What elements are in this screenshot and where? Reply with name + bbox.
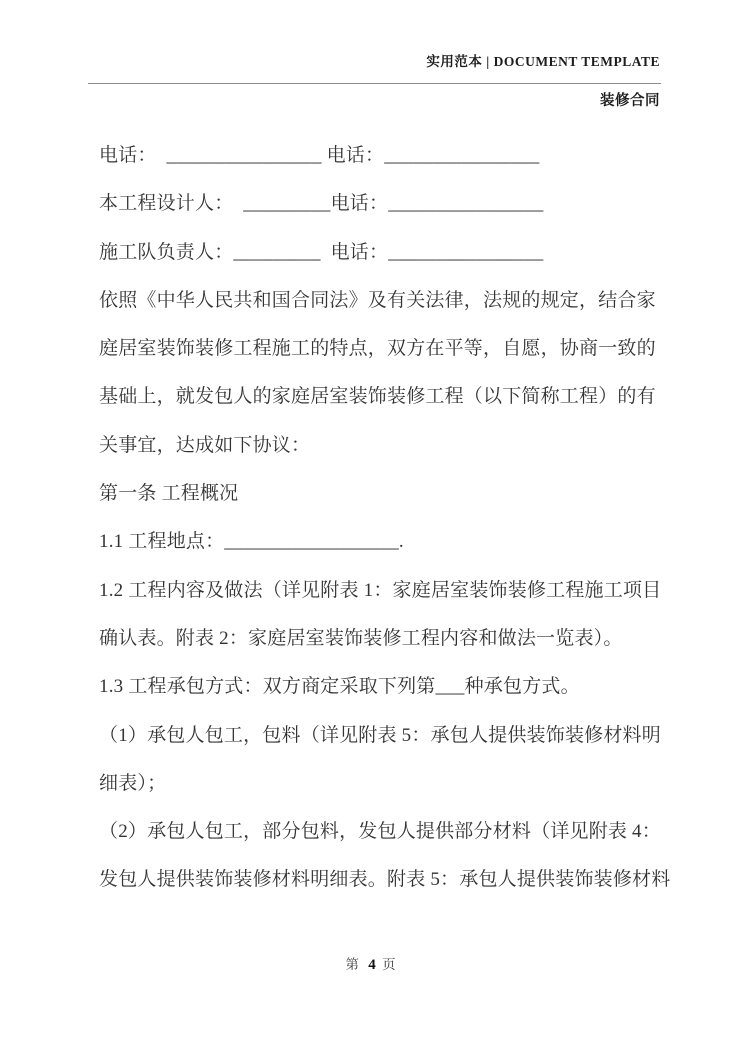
- document-body: [99, 132, 671, 905]
- header-divider-rule: [88, 83, 661, 84]
- line-clause-1-2a: 1.2 工程内容及做法（详见附表 1：家庭居室装饰装修工程施工项目: [99, 579, 662, 601]
- line-clause-1-2b: 确认表。附表 2：家庭居室装饰装修工程内容和做法一览表）。: [99, 627, 623, 649]
- page-number-suffix: 页: [382, 957, 399, 972]
- line-article1-heading: 第一条 工程概况: [99, 483, 239, 505]
- line-preamble-3: 基础上，就发包人的家庭居室装饰装修工程（以下简称工程）的有: [99, 386, 656, 408]
- line-option-2b: 发包人提供装饰装修材料明细表。附表 5：承包人提供装饰装修材料: [99, 869, 671, 891]
- line-preamble-4: 关事宜，达成如下协议：: [99, 434, 311, 456]
- document-title: 装修合同: [600, 93, 660, 109]
- line-clause-1-1: 1.1 工程地点：__________________.: [99, 531, 404, 553]
- page-number: 4: [368, 957, 376, 973]
- line-option-2a: （2）承包人包工，部分包料，发包人提供部分材料（详见附表 4：: [99, 821, 661, 843]
- line-option-1a: （1）承包人包工，包料（详见附表 5：承包人提供装饰装修材料明: [99, 724, 661, 746]
- line-designer-phone: 本工程设计人： _________电话：________________: [99, 193, 544, 215]
- line-phone-phone: 电话： ________________ 电话：________________: [99, 145, 540, 166]
- line-preamble-1: 依照《中华人民共和国合同法》及有关法律，法规的规定，结合家: [99, 289, 656, 311]
- header-brand-text: 实用范本 | DOCUMENT TEMPLATE: [426, 54, 660, 69]
- line-foreman-phone: 施工队负责人：_________ 电话：________________: [99, 241, 544, 263]
- page-footer: [0, 953, 744, 974]
- line-clause-1-3: 1.3 工程承包方式：双方商定采取下列第___种承包方式。: [99, 676, 580, 698]
- line-preamble-2: 庭居室装饰装修工程施工的特点，双方在平等，自愿，协商一致的: [99, 338, 656, 360]
- line-option-1b: 细表）；: [99, 772, 167, 794]
- page-number-prefix: 第: [345, 957, 362, 972]
